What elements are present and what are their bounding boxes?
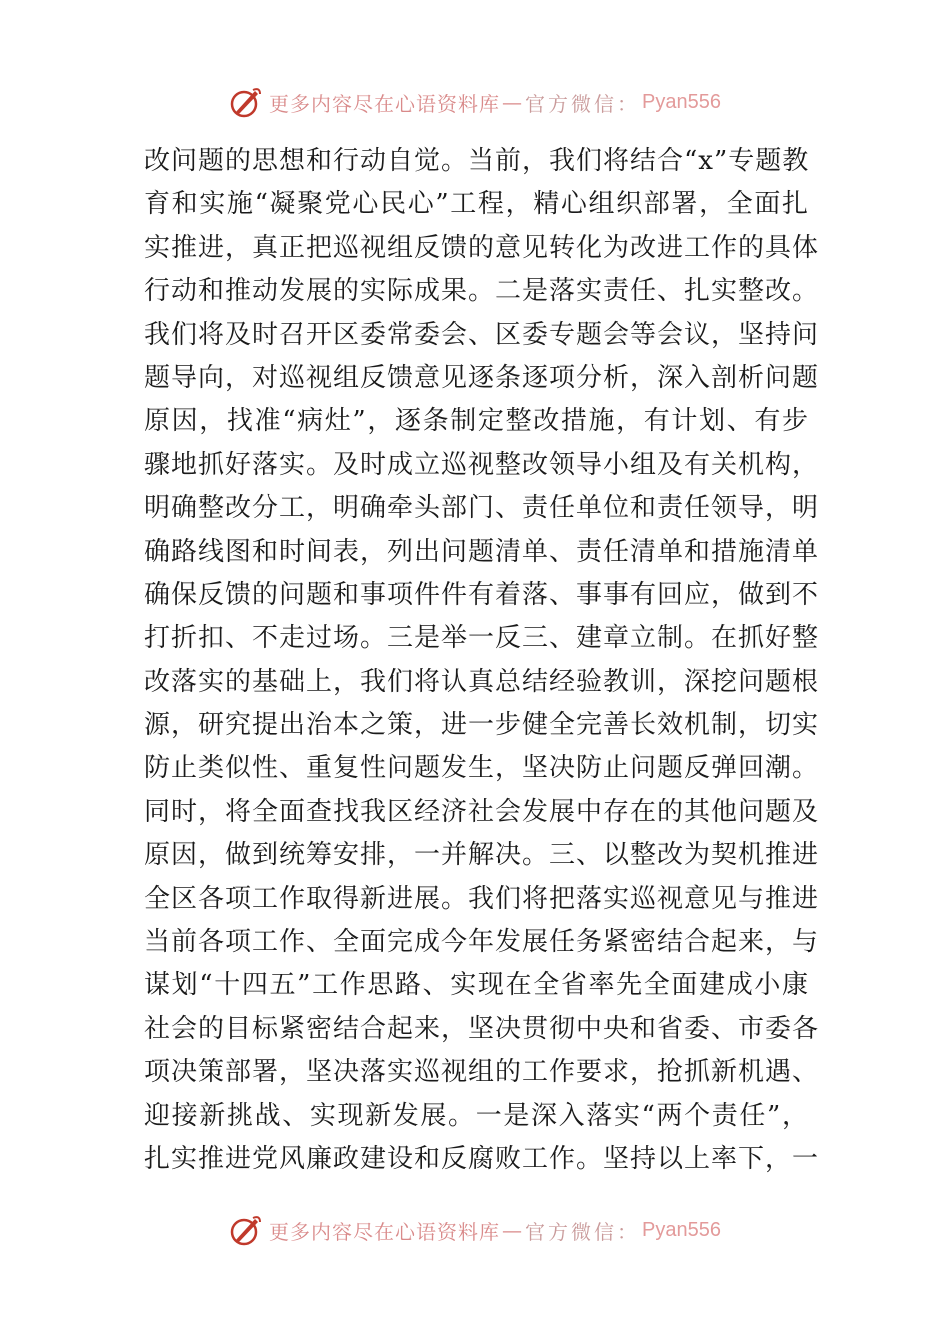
- body-line: 确路线图和时间表，列出问题清单、责任清单和措施清单: [144, 536, 820, 567]
- body-line: 社会的目标紧密结合起来，坚决贯彻中央和省委、市委各: [144, 1013, 820, 1044]
- body-line: 原因，做到统筹安排，一并解决。三、以整改为契机推进: [144, 840, 820, 871]
- body-line: 改落实的基础上，我们将认真总结经验教训，深挖问题根: [144, 666, 820, 697]
- body-line: 改问题的思想和行动自觉。当前，我们将结合“x”专题教: [144, 146, 810, 176]
- footer-banner: [0, 1210, 950, 1250]
- document-body: [144, 140, 820, 1181]
- body-line: 当前各项工作、全面完成今年发展任务紧密结合起来，与: [144, 927, 820, 958]
- banner-wechat-id: Pyan556: [642, 90, 721, 113]
- body-line: 项决策部署，坚决落实巡视组的工作要求，抢抓新机遇、: [144, 1057, 820, 1088]
- body-line: 实推进，真正把巡视组反馈的意见转化为改进工作的具体: [144, 232, 820, 263]
- banner-separator: —: [502, 1218, 524, 1242]
- body-line: 同时，将全面查找我区经济社会发展中存在的其他问题及: [144, 796, 820, 827]
- body-line: 原因，找准“病灶”，逐条制定整改措施，有计划、有步: [144, 406, 809, 437]
- banner-brand-text: 更多内容尽在心语资料库: [269, 1219, 501, 1244]
- quill-logo-icon: [229, 85, 263, 119]
- body-line: 明确整改分工，明确牵头部门、责任单位和责任领导，明: [144, 493, 820, 524]
- header-banner: [0, 82, 950, 122]
- body-line: 迎接新挑战、实现新发展。一是深入落实“两个责任”，: [144, 1100, 809, 1131]
- body-line: 骤地抓好落实。及时成立巡视整改领导小组及有关机构，: [144, 449, 820, 480]
- body-line: 行动和推动发展的实际成果。二是落实责任、扎实整改。: [144, 276, 820, 307]
- body-line: 扎实推进党风廉政建设和反腐败工作。坚持以上率下，一: [144, 1143, 820, 1174]
- body-line: 源，研究提出治本之策，进一步健全完善长效机制，切实: [144, 710, 820, 741]
- body-line: 防止类似性、重复性问题发生，坚决防止问题反弹回潮。: [144, 753, 820, 784]
- body-line: 谋划“十四五”工作思路、实现在全省率先全面建成小康: [144, 970, 809, 1001]
- body-line: 确保反馈的问题和事项件件有着落、事事有回应，做到不: [144, 579, 820, 610]
- body-line: 我们将及时召开区委常委会、区委专题会等会议，坚持问: [144, 319, 820, 350]
- body-line: 全区各项工作取得新进展。我们将把落实巡视意见与推进: [144, 883, 820, 914]
- banner-separator: —: [502, 90, 524, 114]
- banner-brand-text: 更多内容尽在心语资料库: [269, 91, 501, 116]
- body-line: 题导向，对巡视组反馈意见逐条逐项分析，深入剖析问题: [144, 362, 820, 393]
- quill-logo-icon: [229, 1213, 263, 1247]
- body-line: 育和实施“凝聚党心民心”工程，精心组织部署，全面扎: [144, 189, 809, 220]
- banner-wechat-label: 官方微信：: [525, 91, 641, 116]
- banner-wechat-id: Pyan556: [642, 1218, 721, 1241]
- body-line: 打折扣、不走过场。三是举一反三、建章立制。在抓好整: [144, 623, 820, 654]
- banner-wechat-label: 官方微信：: [525, 1219, 641, 1244]
